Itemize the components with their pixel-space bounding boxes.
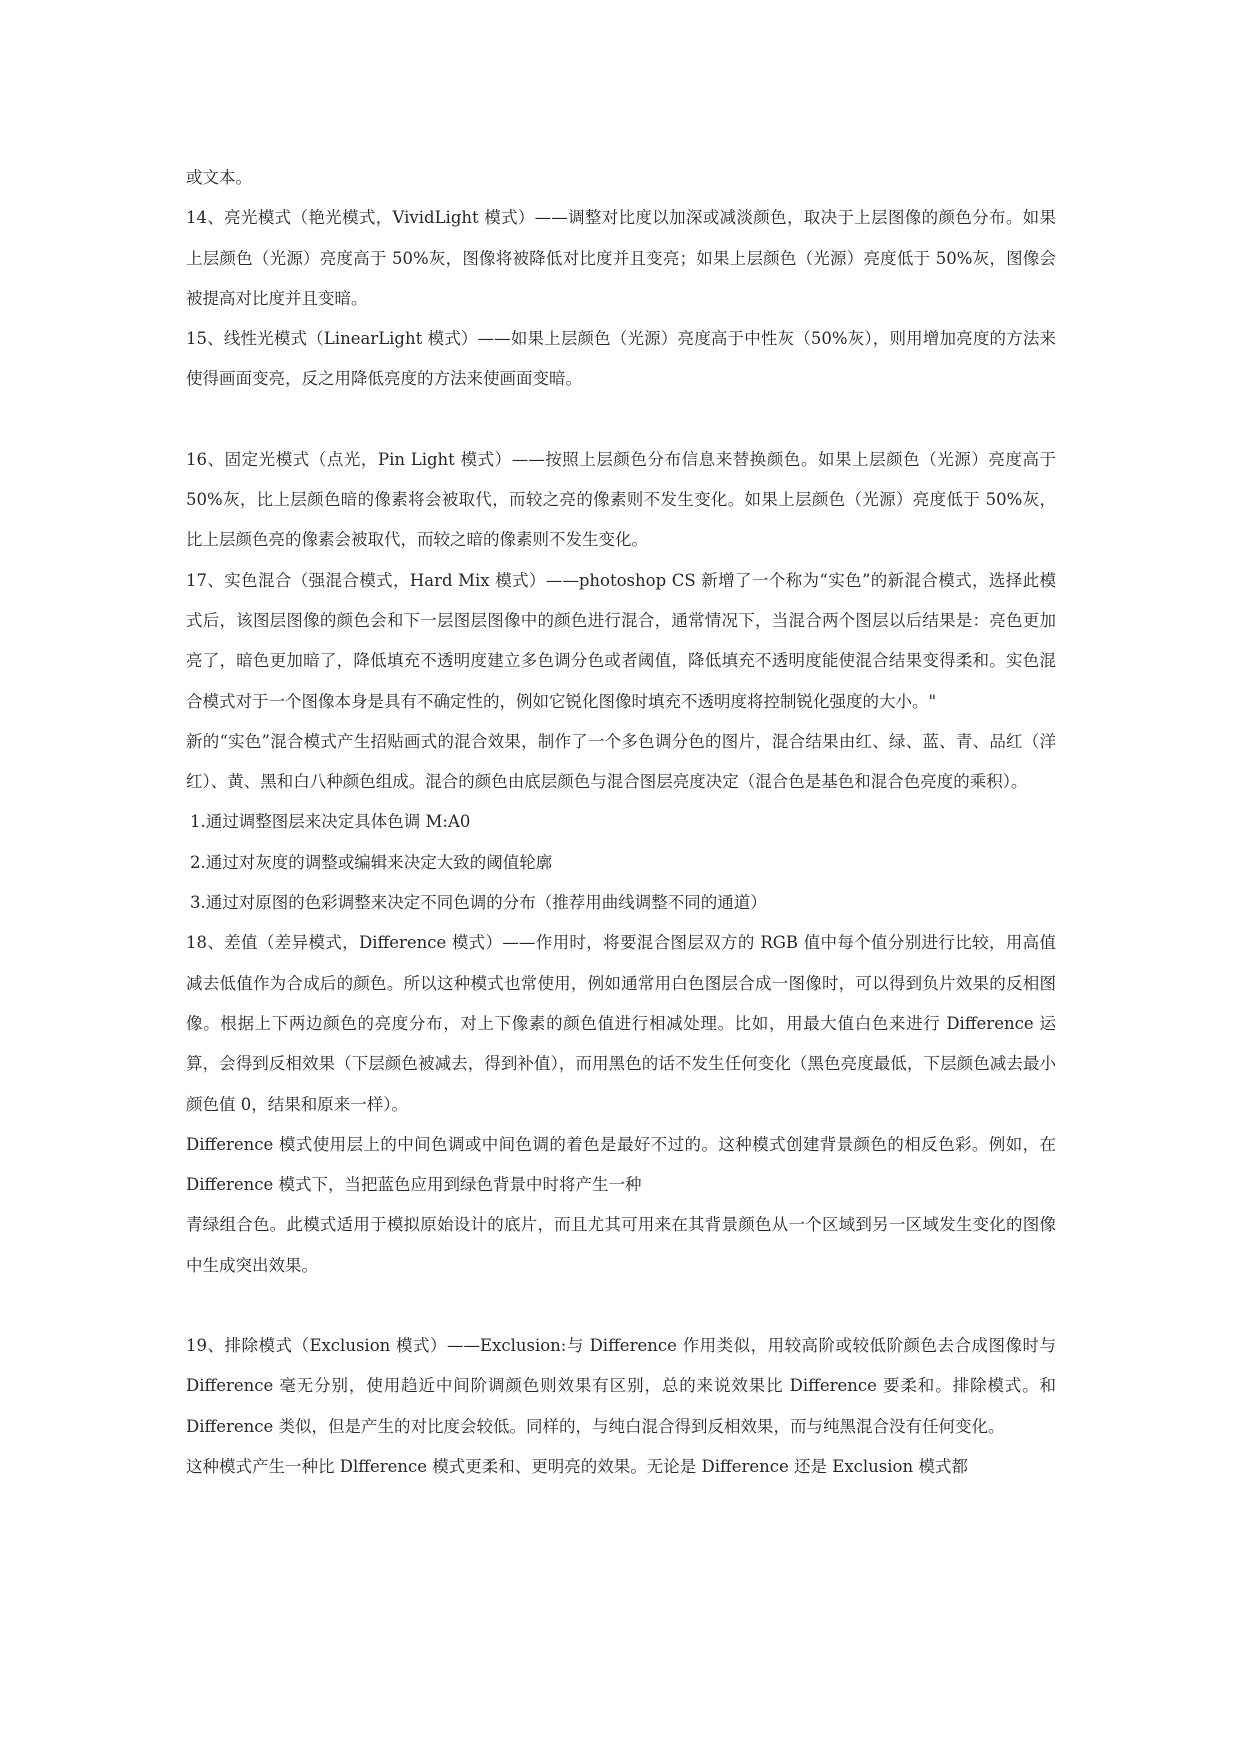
paragraph-hard-mix: 17、实色混合（强混合模式，Hard Mix 模式）——photoshop CS 新增了一个称为“实色”的新混合模式，选择此模式后，该图层图像的颜色会和下一层图层图像中的颜色进行混合，通常情况下，当混合两个图层以后结果是：亮色更加亮了，暗色更加暗了，降低填充不透明度建立多色调分色或者阈值，降低填充不透明度能使混合结果变得柔和。实色混合模式对于一个图像本身是具有不确定性的，例如它锐化图像时填充不透明度将控制锐化强度的大小。" xyxy=(186,570,1056,711)
document-body xyxy=(186,158,1056,1487)
paragraph-hard-mix-effect: 新的“实色”混合模式产生招贴画式的混合效果，制作了一个多色调分色的图片，混合结果由红、绿、蓝、青、品红（洋红）、黄、黑和白八种颜色组成。混合的颜色由底层颜色与混合图层亮度决定（混合色是基色和混合色亮度的乘积）。 xyxy=(186,731,1056,792)
paragraph-continuation: 或文本。 xyxy=(186,168,252,187)
paragraph-pin-light: 16、固定光模式（点光，Pin Light 模式）——按照上层颜色分布信息来替换颜色。如果上层颜色（光源）亮度高于 50%灰，比上层颜色暗的像素将会被取代，而较之亮的像素则不发生变化。如果上层颜色（光源）亮度低于 50%灰，比上层颜色亮的像素会被取代，而较之暗的像素则不发生变化。 xyxy=(186,449,1056,550)
list-item-3: 3.通过对原图的色彩调整来决定不同色调的分布（推荐用曲线调整不同的通道） xyxy=(190,893,767,913)
list-item-2: 2.通过对灰度的调整或编辑来决定大致的阈值轮廓 xyxy=(190,852,553,872)
paragraph-gap xyxy=(186,400,1056,440)
paragraph-linear-light: 15、线性光模式（LinearLight 模式）——如果上层颜色（光源）亮度高于中性灰（50%灰），则用增加亮度的方法来使得画面变亮，反之用降低亮度的方法来使画面变暗。 xyxy=(186,329,1056,389)
paragraph-exclusion: 19、排除模式（Exclusion 模式）——Exclusion:与 Difference 作用类似，用较高阶或较低阶颜色去合成图像时与 Difference 毫无分别，使用趋近中间阶调颜色则效果有区别，总的来说效果比 Difference 要柔和。排除模式。和 Difference 类似，但是产生的对比度会较低。同样的，与纯白混合得到反相效果，而与纯黑混合没有任何变化。 xyxy=(186,1336,1056,1436)
paragraph-gap xyxy=(186,1286,1056,1326)
paragraph-exclusion-effect: 这种模式产生一种比 Dlfference 模式更柔和、更明亮的效果。无论是 Difference 还是 Exclusion 模式都 xyxy=(186,1456,968,1476)
paragraph-difference-usage: Difference 模式使用层上的中间色调或中间色调的着色是最好不过的。这种模式创建背景颜色的相反色彩。例如，在 Difference 模式下，当把蓝色应用到绿色背景中时将产生一种 xyxy=(186,1134,1056,1195)
list-item-1: 1.通过调整图层来决定具体色调 M:A0 xyxy=(190,812,471,832)
paragraph-difference-effect: 青绿组合色。此模式适用于模拟原始设计的底片，而且尤其可用来在其背景颜色从一个区域到另一区域发生变化的图像中生成突出效果。 xyxy=(186,1215,1056,1275)
paragraph-vivid-light: 14、亮光模式（艳光模式，VividLight 模式）——调整对比度以加深或减淡颜色，取决于上层图像的颜色分布。如果上层颜色（光源）亮度高于 50%灰，图像将被降低对比度并且变亮；如果上层颜色（光源）亮度低于 50%灰，图像会被提高对比度并且变暗。 xyxy=(186,208,1056,308)
paragraph-difference: 18、差值（差异模式，Difference 模式）——作用时，将要混合图层双方的 RGB 值中每个值分别进行比较，用高值减去低值作为合成后的颜色。所以这种模式也常使用，例如通常用白色图层合成一图像时，可以得到负片效果的反相图像。根据上下两边颜色的亮度分布，对上下像素的颜色值进行相减处理。比如，用最大值白色来进行 Difference 运算，会得到反相效果（下层颜色被减去，得到补值），而用黑色的话不发生任何变化（黑色亮度最低，下层颜色减去最小颜色值 0，结果和原来一样）。 xyxy=(186,933,1056,1114)
